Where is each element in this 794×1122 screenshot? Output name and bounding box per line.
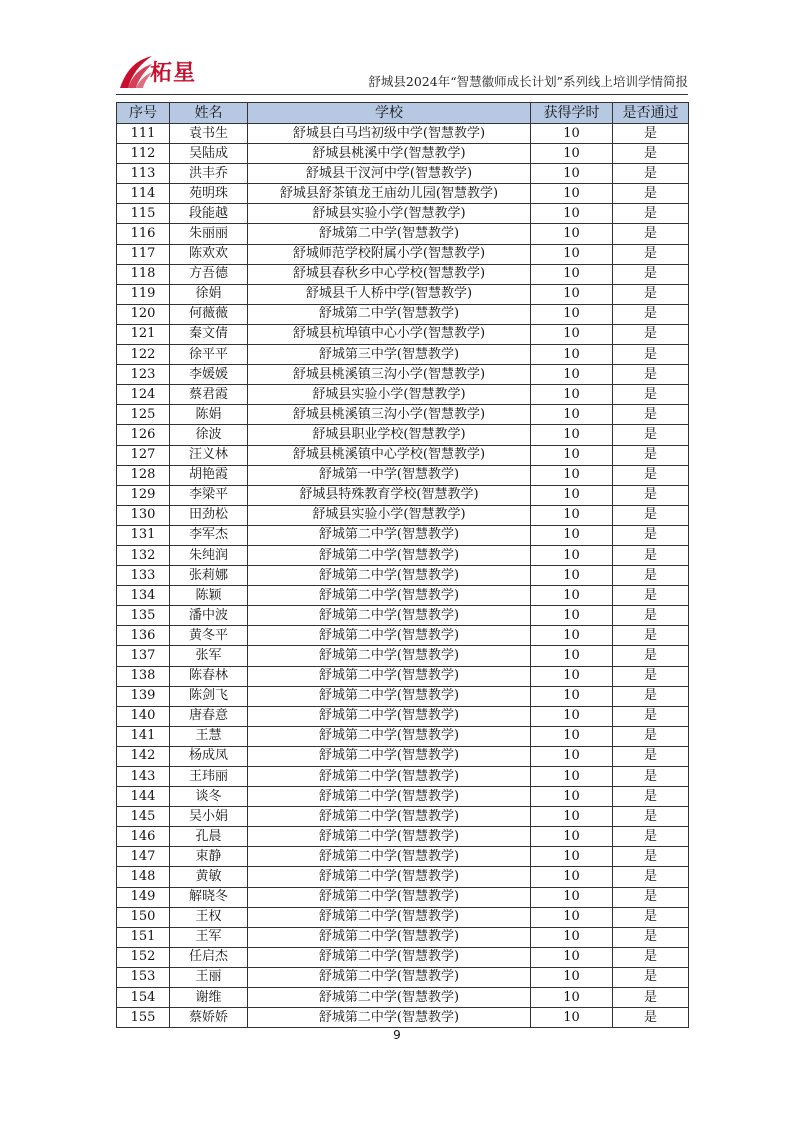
row-index: 112 [117, 144, 170, 164]
row-index: 121 [117, 324, 170, 344]
pass-status: 是 [613, 927, 689, 947]
school-name: 舒城县实验小学(智慧教学) [248, 385, 531, 405]
person-name: 徐波 [170, 425, 248, 445]
person-name: 汪义林 [170, 445, 248, 465]
person-name: 李军杰 [170, 525, 248, 545]
person-name: 洪丰乔 [170, 164, 248, 184]
school-name: 舒城县桃溪中学(智慧教学) [248, 144, 531, 164]
table-row [117, 686, 689, 706]
table-row [117, 485, 689, 505]
pass-status: 是 [613, 606, 689, 626]
school-name: 舒城第二中学(智慧教学) [248, 686, 531, 706]
school-name: 舒城第二中学(智慧教学) [248, 827, 531, 847]
table-row [117, 164, 689, 184]
pass-status: 是 [613, 847, 689, 867]
table-row [117, 706, 689, 726]
school-name: 舒城第二中学(智慧教学) [248, 304, 531, 324]
person-name: 王玮丽 [170, 767, 248, 787]
pass-status: 是 [613, 545, 689, 565]
school-name: 舒城师范学校附属小学(智慧教学) [248, 244, 531, 264]
row-index: 141 [117, 726, 170, 746]
pass-status: 是 [613, 666, 689, 686]
pass-status: 是 [613, 767, 689, 787]
pass-status: 是 [613, 164, 689, 184]
school-name: 舒城县特殊教育学校(智慧教学) [248, 485, 531, 505]
school-name: 舒城第二中学(智慧教学) [248, 887, 531, 907]
table-row [117, 445, 689, 465]
person-name: 朱丽丽 [170, 224, 248, 244]
person-name: 吴陆成 [170, 144, 248, 164]
row-index: 143 [117, 767, 170, 787]
logo [116, 52, 206, 92]
table-row [117, 465, 689, 485]
hours-earned: 10 [531, 706, 613, 726]
row-index: 136 [117, 626, 170, 646]
hours-earned: 10 [531, 304, 613, 324]
school-name: 舒城县春秋乡中心学校(智慧教学) [248, 264, 531, 284]
table-row [117, 887, 689, 907]
school-name: 舒城县实验小学(智慧教学) [248, 505, 531, 525]
row-index: 152 [117, 947, 170, 967]
row-index: 139 [117, 686, 170, 706]
pass-status: 是 [613, 686, 689, 706]
hours-earned: 10 [531, 746, 613, 766]
table-row [117, 927, 689, 947]
school-name: 舒城第二中学(智慧教学) [248, 907, 531, 927]
pass-status: 是 [613, 405, 689, 425]
hours-earned: 10 [531, 264, 613, 284]
school-name: 舒城第二中学(智慧教学) [248, 525, 531, 545]
hours-earned: 10 [531, 867, 613, 887]
hours-earned: 10 [531, 787, 613, 807]
school-name: 舒城第二中学(智慧教学) [248, 706, 531, 726]
row-index: 144 [117, 787, 170, 807]
column-header-index: 序号 [117, 103, 170, 124]
person-name: 孔晨 [170, 827, 248, 847]
table-row [117, 947, 689, 967]
school-name: 舒城第三中学(智慧教学) [248, 345, 531, 365]
hours-earned: 10 [531, 887, 613, 907]
hours-earned: 10 [531, 405, 613, 425]
school-name: 舒城第二中学(智慧教学) [248, 847, 531, 867]
person-name: 王军 [170, 927, 248, 947]
hours-earned: 10 [531, 505, 613, 525]
table-row [117, 767, 689, 787]
school-name: 舒城第二中学(智慧教学) [248, 807, 531, 827]
table-row [117, 967, 689, 987]
person-name: 朱纯润 [170, 545, 248, 565]
row-index: 116 [117, 224, 170, 244]
person-name: 吴小娟 [170, 807, 248, 827]
pass-status: 是 [613, 525, 689, 545]
table-row [117, 324, 689, 344]
school-name: 舒城第一中学(智慧教学) [248, 465, 531, 485]
school-name: 舒城县白马垱初级中学(智慧教学) [248, 124, 531, 144]
table-row [117, 566, 689, 586]
hours-earned: 10 [531, 425, 613, 445]
pass-status: 是 [613, 807, 689, 827]
table-row [117, 1008, 689, 1028]
hours-earned: 10 [531, 244, 613, 264]
row-index: 120 [117, 304, 170, 324]
hours-earned: 10 [531, 606, 613, 626]
person-name: 蔡君霞 [170, 385, 248, 405]
row-index: 149 [117, 887, 170, 907]
person-name: 陈剑飞 [170, 686, 248, 706]
hours-earned: 10 [531, 1008, 613, 1028]
hours-earned: 10 [531, 646, 613, 666]
table-row [117, 646, 689, 666]
person-name: 蔡娇娇 [170, 1008, 248, 1028]
pass-status: 是 [613, 867, 689, 887]
pass-status: 是 [613, 947, 689, 967]
hours-earned: 10 [531, 204, 613, 224]
person-name: 黄冬平 [170, 626, 248, 646]
hours-earned: 10 [531, 164, 613, 184]
column-header-hours: 获得学时 [531, 103, 613, 124]
hours-earned: 10 [531, 927, 613, 947]
table-row [117, 726, 689, 746]
person-name: 潘中波 [170, 606, 248, 626]
school-name: 舒城第二中学(智慧教学) [248, 746, 531, 766]
hours-earned: 10 [531, 345, 613, 365]
hours-earned: 10 [531, 184, 613, 204]
hours-earned: 10 [531, 284, 613, 304]
pass-status: 是 [613, 706, 689, 726]
row-index: 137 [117, 646, 170, 666]
person-name: 陈欢欢 [170, 244, 248, 264]
row-index: 117 [117, 244, 170, 264]
row-index: 130 [117, 505, 170, 525]
table-row [117, 666, 689, 686]
pass-status: 是 [613, 264, 689, 284]
school-name: 舒城县杭埠镇中心小学(智慧教学) [248, 324, 531, 344]
hours-earned: 10 [531, 967, 613, 987]
hours-earned: 10 [531, 626, 613, 646]
row-index: 119 [117, 284, 170, 304]
pass-status: 是 [613, 1008, 689, 1028]
pass-status: 是 [613, 827, 689, 847]
person-name: 杨成凤 [170, 746, 248, 766]
school-name: 舒城第二中学(智慧教学) [248, 545, 531, 565]
table-row [117, 867, 689, 887]
hours-earned: 10 [531, 566, 613, 586]
row-index: 132 [117, 545, 170, 565]
school-name: 舒城第二中学(智慧教学) [248, 787, 531, 807]
row-index: 131 [117, 525, 170, 545]
row-index: 140 [117, 706, 170, 726]
pass-status: 是 [613, 304, 689, 324]
row-index: 150 [117, 907, 170, 927]
school-name: 舒城第二中学(智慧教学) [248, 1008, 531, 1028]
row-index: 115 [117, 204, 170, 224]
pass-status: 是 [613, 284, 689, 304]
person-name: 解晓冬 [170, 887, 248, 907]
hours-earned: 10 [531, 586, 613, 606]
hours-earned: 10 [531, 767, 613, 787]
person-name: 徐娟 [170, 284, 248, 304]
table-row [117, 124, 689, 144]
pass-status: 是 [613, 345, 689, 365]
pass-status: 是 [613, 988, 689, 1008]
person-name: 王丽 [170, 967, 248, 987]
pass-status: 是 [613, 907, 689, 927]
person-name: 何薇薇 [170, 304, 248, 324]
row-index: 155 [117, 1008, 170, 1028]
hours-earned: 10 [531, 666, 613, 686]
table-row [117, 144, 689, 164]
person-name: 李梁平 [170, 485, 248, 505]
table-row [117, 264, 689, 284]
person-name: 王权 [170, 907, 248, 927]
table-row [117, 746, 689, 766]
pass-status: 是 [613, 445, 689, 465]
pass-status: 是 [613, 124, 689, 144]
person-name: 谈冬 [170, 787, 248, 807]
school-name: 舒城第二中学(智慧教学) [248, 224, 531, 244]
school-name: 舒城第二中学(智慧教学) [248, 606, 531, 626]
school-name: 舒城第二中学(智慧教学) [248, 586, 531, 606]
person-name: 徐平平 [170, 345, 248, 365]
school-name: 舒城第二中学(智慧教学) [248, 927, 531, 947]
hours-earned: 10 [531, 465, 613, 485]
hours-earned: 10 [531, 224, 613, 244]
person-name: 秦文倩 [170, 324, 248, 344]
hours-earned: 10 [531, 485, 613, 505]
column-header-name: 姓名 [170, 103, 248, 124]
pass-status: 是 [613, 184, 689, 204]
row-index: 114 [117, 184, 170, 204]
person-name: 张军 [170, 646, 248, 666]
table-row [117, 284, 689, 304]
pass-status: 是 [613, 967, 689, 987]
table-row [117, 545, 689, 565]
person-name: 袁书生 [170, 124, 248, 144]
row-index: 111 [117, 124, 170, 144]
person-name: 王慧 [170, 726, 248, 746]
row-index: 125 [117, 405, 170, 425]
hours-earned: 10 [531, 385, 613, 405]
hours-earned: 10 [531, 907, 613, 927]
school-name: 舒城第二中学(智慧教学) [248, 867, 531, 887]
row-index: 145 [117, 807, 170, 827]
hours-earned: 10 [531, 144, 613, 164]
row-index: 142 [117, 746, 170, 766]
pass-status: 是 [613, 887, 689, 907]
pass-status: 是 [613, 646, 689, 666]
row-index: 146 [117, 827, 170, 847]
hours-earned: 10 [531, 365, 613, 385]
person-name: 陈颖 [170, 586, 248, 606]
hours-earned: 10 [531, 525, 613, 545]
hours-earned: 10 [531, 847, 613, 867]
person-name: 束静 [170, 847, 248, 867]
person-name: 陈娟 [170, 405, 248, 425]
row-index: 127 [117, 445, 170, 465]
pass-status: 是 [613, 244, 689, 264]
report-title: 舒城县2024年“智慧徽师成长计划”系列线上培训学情简报 [368, 74, 688, 89]
person-name: 方吾德 [170, 264, 248, 284]
school-name: 舒城第二中学(智慧教学) [248, 767, 531, 787]
school-name: 舒城第二中学(智慧教学) [248, 646, 531, 666]
table-row [117, 907, 689, 927]
pass-status: 是 [613, 324, 689, 344]
person-name: 黄敏 [170, 867, 248, 887]
school-name: 舒城第二中学(智慧教学) [248, 626, 531, 646]
pass-status: 是 [613, 425, 689, 445]
school-name: 舒城县舒茶镇龙王庙幼儿园(智慧教学) [248, 184, 531, 204]
pass-status: 是 [613, 505, 689, 525]
row-index: 148 [117, 867, 170, 887]
hours-earned: 10 [531, 827, 613, 847]
school-name: 舒城第二中学(智慧教学) [248, 726, 531, 746]
row-index: 153 [117, 967, 170, 987]
row-index: 133 [117, 566, 170, 586]
page-header [116, 52, 688, 96]
pass-status: 是 [613, 626, 689, 646]
pass-status: 是 [613, 566, 689, 586]
school-name: 舒城县桃溪镇三沟小学(智慧教学) [248, 405, 531, 425]
logo-text: 柘星 [150, 60, 197, 86]
pass-status: 是 [613, 787, 689, 807]
pass-status: 是 [613, 465, 689, 485]
pass-status: 是 [613, 746, 689, 766]
school-name: 舒城县职业学校(智慧教学) [248, 425, 531, 445]
table-row [117, 586, 689, 606]
person-name: 田劲松 [170, 505, 248, 525]
person-name: 谢维 [170, 988, 248, 1008]
row-index: 126 [117, 425, 170, 445]
column-header-school: 学校 [248, 103, 531, 124]
row-index: 128 [117, 465, 170, 485]
person-name: 张莉娜 [170, 566, 248, 586]
page-number: 9 [393, 1028, 401, 1042]
row-index: 151 [117, 927, 170, 947]
pass-status: 是 [613, 485, 689, 505]
row-index: 135 [117, 606, 170, 626]
row-index: 118 [117, 264, 170, 284]
row-index: 129 [117, 485, 170, 505]
table-row [117, 385, 689, 405]
school-name: 舒城县干汊河中学(智慧教学) [248, 164, 531, 184]
school-name: 舒城第二中学(智慧教学) [248, 967, 531, 987]
table-row [117, 525, 689, 545]
table-row [117, 425, 689, 445]
pass-status: 是 [613, 144, 689, 164]
table-row [117, 847, 689, 867]
table-row [117, 807, 689, 827]
hours-earned: 10 [531, 988, 613, 1008]
hours-earned: 10 [531, 726, 613, 746]
person-name: 陈春林 [170, 666, 248, 686]
hours-earned: 10 [531, 807, 613, 827]
table-row [117, 345, 689, 365]
pass-status: 是 [613, 204, 689, 224]
person-name: 任启杰 [170, 947, 248, 967]
pass-status: 是 [613, 385, 689, 405]
school-name: 舒城县实验小学(智慧教学) [248, 204, 531, 224]
row-index: 134 [117, 586, 170, 606]
hours-earned: 10 [531, 445, 613, 465]
row-index: 113 [117, 164, 170, 184]
table-row [117, 505, 689, 525]
school-name: 舒城县桃溪镇三沟小学(智慧教学) [248, 365, 531, 385]
pass-status: 是 [613, 224, 689, 244]
table-row [117, 787, 689, 807]
school-name: 舒城第二中学(智慧教学) [248, 947, 531, 967]
table-row [117, 224, 689, 244]
table-row [117, 988, 689, 1008]
table-row [117, 405, 689, 425]
pass-status: 是 [613, 365, 689, 385]
row-index: 123 [117, 365, 170, 385]
pass-status: 是 [613, 726, 689, 746]
table-row [117, 827, 689, 847]
school-name: 舒城县千人桥中学(智慧教学) [248, 284, 531, 304]
person-name: 胡艳霞 [170, 465, 248, 485]
hours-earned: 10 [531, 686, 613, 706]
hours-earned: 10 [531, 545, 613, 565]
hours-earned: 10 [531, 947, 613, 967]
person-name: 唐春意 [170, 706, 248, 726]
person-name: 苑明珠 [170, 184, 248, 204]
column-header-passed: 是否通过 [613, 103, 689, 124]
school-name: 舒城第二中学(智慧教学) [248, 666, 531, 686]
person-name: 李媛媛 [170, 365, 248, 385]
row-index: 154 [117, 988, 170, 1008]
row-index: 122 [117, 345, 170, 365]
school-name: 舒城第二中学(智慧教学) [248, 988, 531, 1008]
table-row [117, 244, 689, 264]
table-row [117, 626, 689, 646]
hours-earned: 10 [531, 124, 613, 144]
header-divider [116, 94, 688, 95]
table-row [117, 365, 689, 385]
table-row [117, 184, 689, 204]
hours-earned: 10 [531, 324, 613, 344]
row-index: 138 [117, 666, 170, 686]
person-name: 段能越 [170, 204, 248, 224]
table-row [117, 304, 689, 324]
row-index: 147 [117, 847, 170, 867]
school-name: 舒城县桃溪镇中心学校(智慧教学) [248, 445, 531, 465]
table-body [117, 124, 689, 1028]
table-row [117, 204, 689, 224]
table-row [117, 606, 689, 626]
row-index: 124 [117, 385, 170, 405]
school-name: 舒城第二中学(智慧教学) [248, 566, 531, 586]
pass-status: 是 [613, 586, 689, 606]
table-header-row [117, 103, 689, 124]
training-roster-table [116, 102, 689, 1028]
